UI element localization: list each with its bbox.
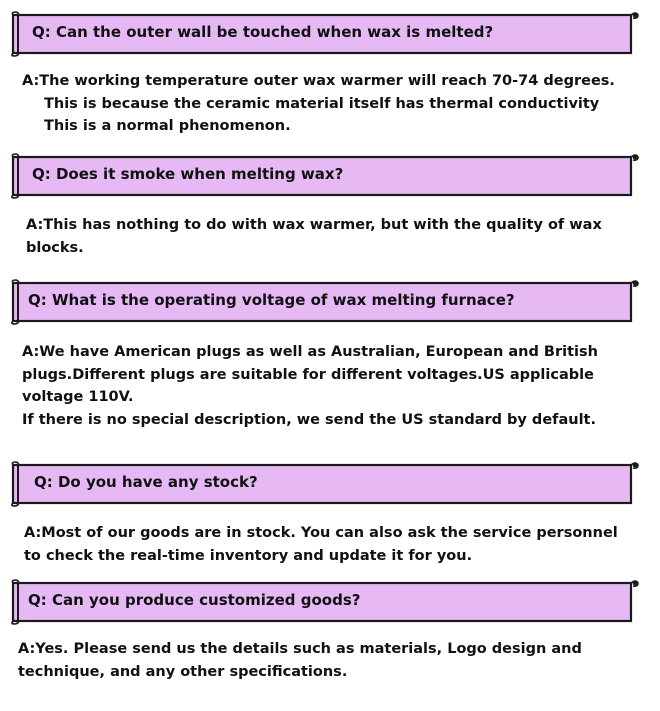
- answer-line: plugs.Different plugs are suitable for different voltages.US applicable: [22, 366, 594, 383]
- answer-line: A:Most of our goods are in stock. You can also ask the service personnel: [24, 525, 618, 541]
- answer-text: [18, 638, 636, 683]
- question-text: Q: Can you produce customized goods?: [28, 591, 361, 609]
- answer-line: to check the real-time inventory and update it for you.: [24, 547, 473, 564]
- answer-text: [22, 341, 640, 431]
- question-banner: [10, 280, 640, 324]
- answer-line: A:Yes. Please send us the details such as materials, Logo design and: [18, 641, 582, 657]
- answer-text: [24, 522, 642, 567]
- answer-line: technique, and any other specifications.: [18, 663, 348, 680]
- answer-line: A:We have American plugs as well as Australian, European and British: [22, 344, 598, 360]
- answer-line: A:This has nothing to do with wax warmer, but with the quality of wax: [26, 217, 602, 233]
- question-text: Q: Can the outer wall be touched when wax is melted?: [32, 23, 494, 41]
- question-banner: [10, 462, 640, 506]
- answer-line: voltage 110V.: [22, 389, 134, 405]
- question-text: Q: Does it smoke when melting wax?: [32, 165, 344, 183]
- answer-text: [22, 70, 640, 138]
- answer-text: [26, 214, 644, 259]
- answer-line: This is a normal phenomenon.: [44, 118, 291, 134]
- answer-line: This is because the ceramic material itself has thermal conductivity: [44, 95, 600, 112]
- question-text: Q: What is the operating voltage of wax melting furnace?: [28, 291, 515, 309]
- question-text: Q: Do you have any stock?: [34, 473, 258, 491]
- question-banner: [10, 580, 640, 624]
- answer-line: If there is no special description, we send the US standard by default.: [22, 411, 596, 428]
- answer-line: blocks.: [26, 239, 84, 256]
- answer-line: A:The working temperature outer wax warmer will reach 70-74 degrees.: [22, 73, 615, 89]
- question-banner: [10, 12, 640, 56]
- question-banner: [10, 154, 640, 198]
